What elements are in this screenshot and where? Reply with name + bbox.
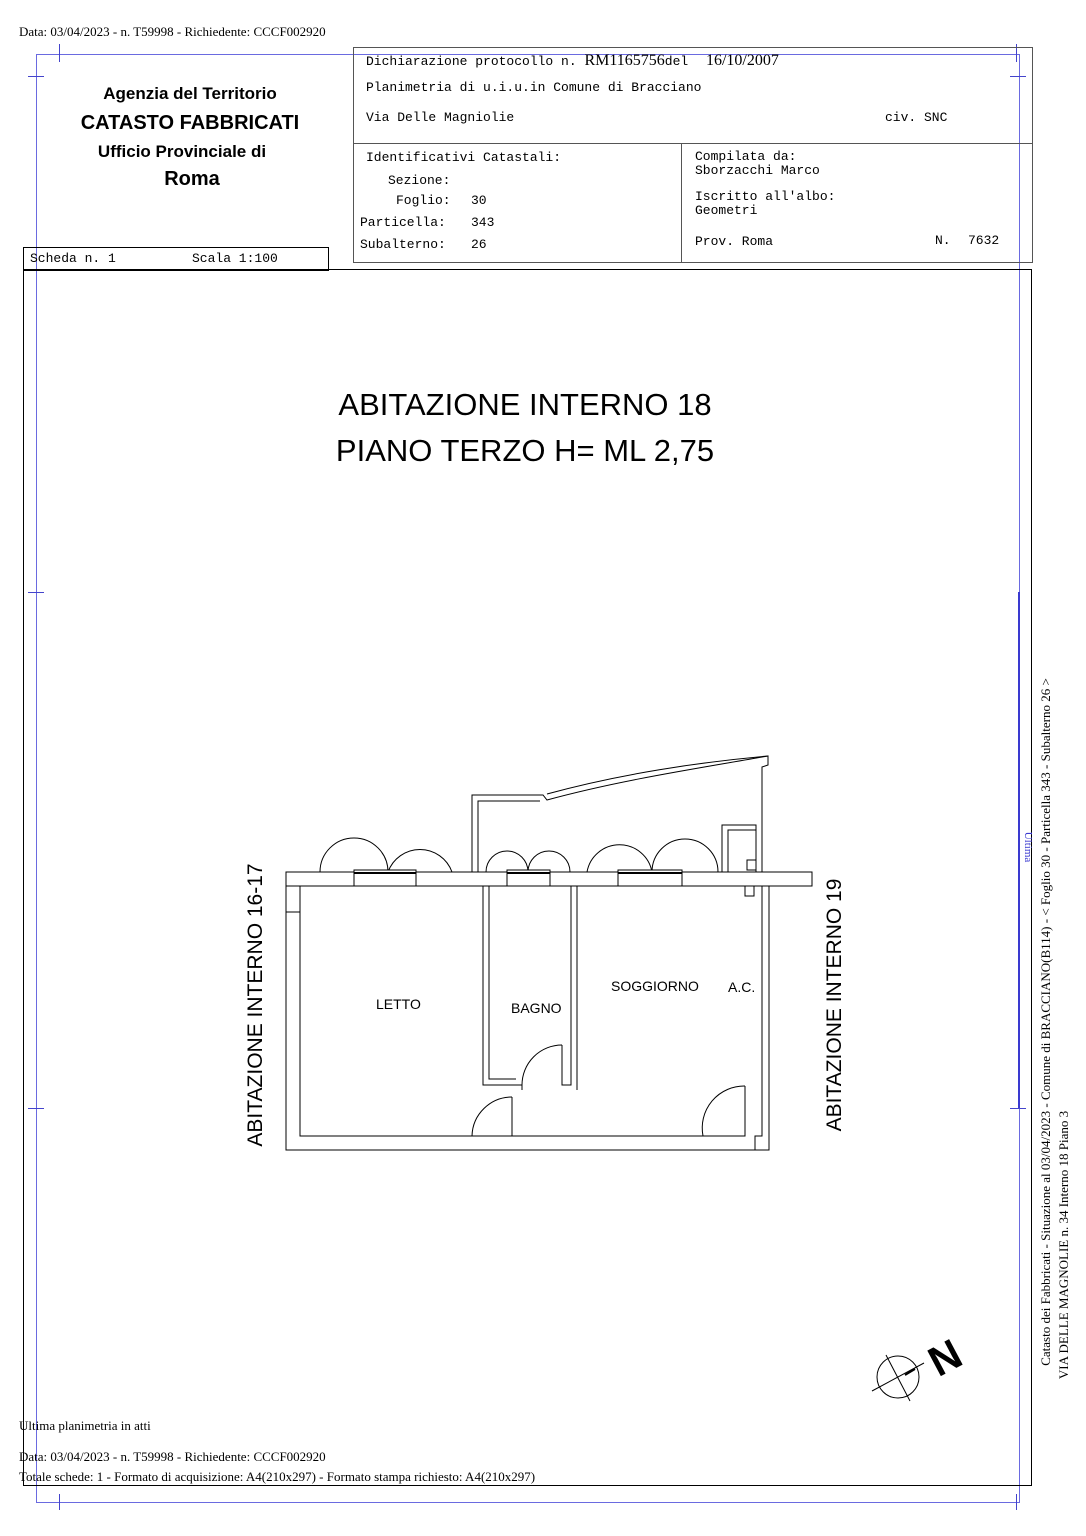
- side-marker-line: [1018, 592, 1020, 1108]
- footer-totale: Totale schede: 1 - Formato di acquisizione: A4(210x297) - Formato stampa richiesto: A4(210x297): [19, 1469, 536, 1484]
- room-letto: LETTO: [376, 996, 421, 1012]
- plan-title-1: ABITAZIONE INTERNO 18: [338, 387, 712, 422]
- inner-wall-right: [755, 886, 762, 1150]
- ultima-stamp: Ultima: [1022, 831, 1034, 863]
- side-text-2: VIA DELLE MAGNOLIE n. 34 Interno 18 Piano 3: [1056, 1110, 1071, 1380]
- compilata-label: Compilata da:: [695, 149, 797, 164]
- duct-inner: [728, 830, 756, 872]
- window-arc: [652, 839, 718, 872]
- window-arc: [388, 849, 452, 872]
- protocol-date: 16/10/2007: [705, 52, 779, 69]
- agency-office: Ufficio Provinciale di: [97, 142, 267, 161]
- iscritto-label: Iscritto all'albo:: [695, 189, 836, 204]
- footer-meta: Data: 03/04/2023 - n. T59998 - Richiedente: CCCF002920: [19, 1449, 326, 1464]
- balcony-outline: [472, 756, 768, 872]
- n-label: N.: [935, 233, 951, 248]
- scheda-scale: Scala 1:100: [192, 251, 278, 266]
- duct-box: [747, 860, 756, 870]
- scheda-label: Scheda n. 1: [30, 251, 116, 266]
- shaft-box: [745, 886, 754, 896]
- agency-name: Agenzia del Territorio: [103, 84, 277, 103]
- civ-line: civ. SNC: [885, 110, 948, 125]
- particella-label: Particella:: [360, 215, 446, 230]
- agency-catasto: CATASTO FABBRICATI: [80, 112, 300, 134]
- foglio-value: 30: [471, 193, 487, 208]
- particella-value: 343: [471, 215, 495, 230]
- plan-title-2: PIANO TERZO H= ML 2,75: [335, 433, 715, 468]
- protocol-prefix: Dichiarazione protocollo n.: [366, 54, 577, 69]
- bath-door-swing: [522, 1045, 562, 1085]
- top-meta: Data: 03/04/2023 - n. T59998 - Richiedente: CCCF002920: [19, 24, 326, 39]
- foglio-label: Foglio:: [396, 193, 451, 208]
- protocol-number: RM1165756: [584, 52, 665, 69]
- compilata-name: Sborzacchi Marco: [695, 163, 820, 178]
- footer-ultima: Ultima planimetria in atti: [19, 1418, 151, 1433]
- planimetria-line: Planimetria di u.i.u.in Comune di Bracciano: [366, 80, 702, 95]
- protocol-del: del: [664, 54, 689, 69]
- window-arc: [320, 838, 388, 872]
- window-arc: [486, 851, 528, 872]
- entry-door-swing: [472, 1097, 512, 1136]
- window-arc: [587, 845, 652, 872]
- room-bagno: BAGNO: [511, 1000, 562, 1016]
- room-soggiorno: SOGGIORNO: [611, 978, 699, 994]
- subalterno-value: 26: [471, 237, 487, 252]
- subalterno-label: Subalterno:: [360, 237, 446, 252]
- iscritto-value: Geometri: [695, 203, 758, 218]
- duct-outline: [722, 825, 756, 872]
- side-text-1: Catasto dei Fabbricati - Situazione al 03/04/2023 - Comune di BRACCIANO(B114) - < Foglio 30 - Particella 343 - Subalterno 26 >: [1038, 678, 1053, 1366]
- identifiers-title: Identificativi Catastali:: [366, 150, 562, 165]
- right-neighbor-label: ABITAZIONE INTERNO 19: [823, 878, 846, 1132]
- prov-label: Prov. Roma: [695, 234, 774, 249]
- bath-wall-right: [562, 886, 571, 1085]
- bath-wall-left-inner: [489, 886, 516, 1079]
- agency-city: Roma: [164, 168, 220, 190]
- sezione-label: Sezione:: [388, 173, 451, 188]
- room-ac: A.C.: [728, 979, 756, 995]
- left-neighbor-label: ABITAZIONE INTERNO 16-17: [244, 863, 267, 1147]
- left-jamb: [286, 886, 300, 912]
- right-door-swing: [702, 1086, 745, 1136]
- window-arc: [528, 851, 570, 872]
- north-label: N: [920, 1329, 970, 1386]
- n-value: 7632: [968, 233, 1000, 248]
- address-line: Via Delle Magniolie: [366, 110, 515, 125]
